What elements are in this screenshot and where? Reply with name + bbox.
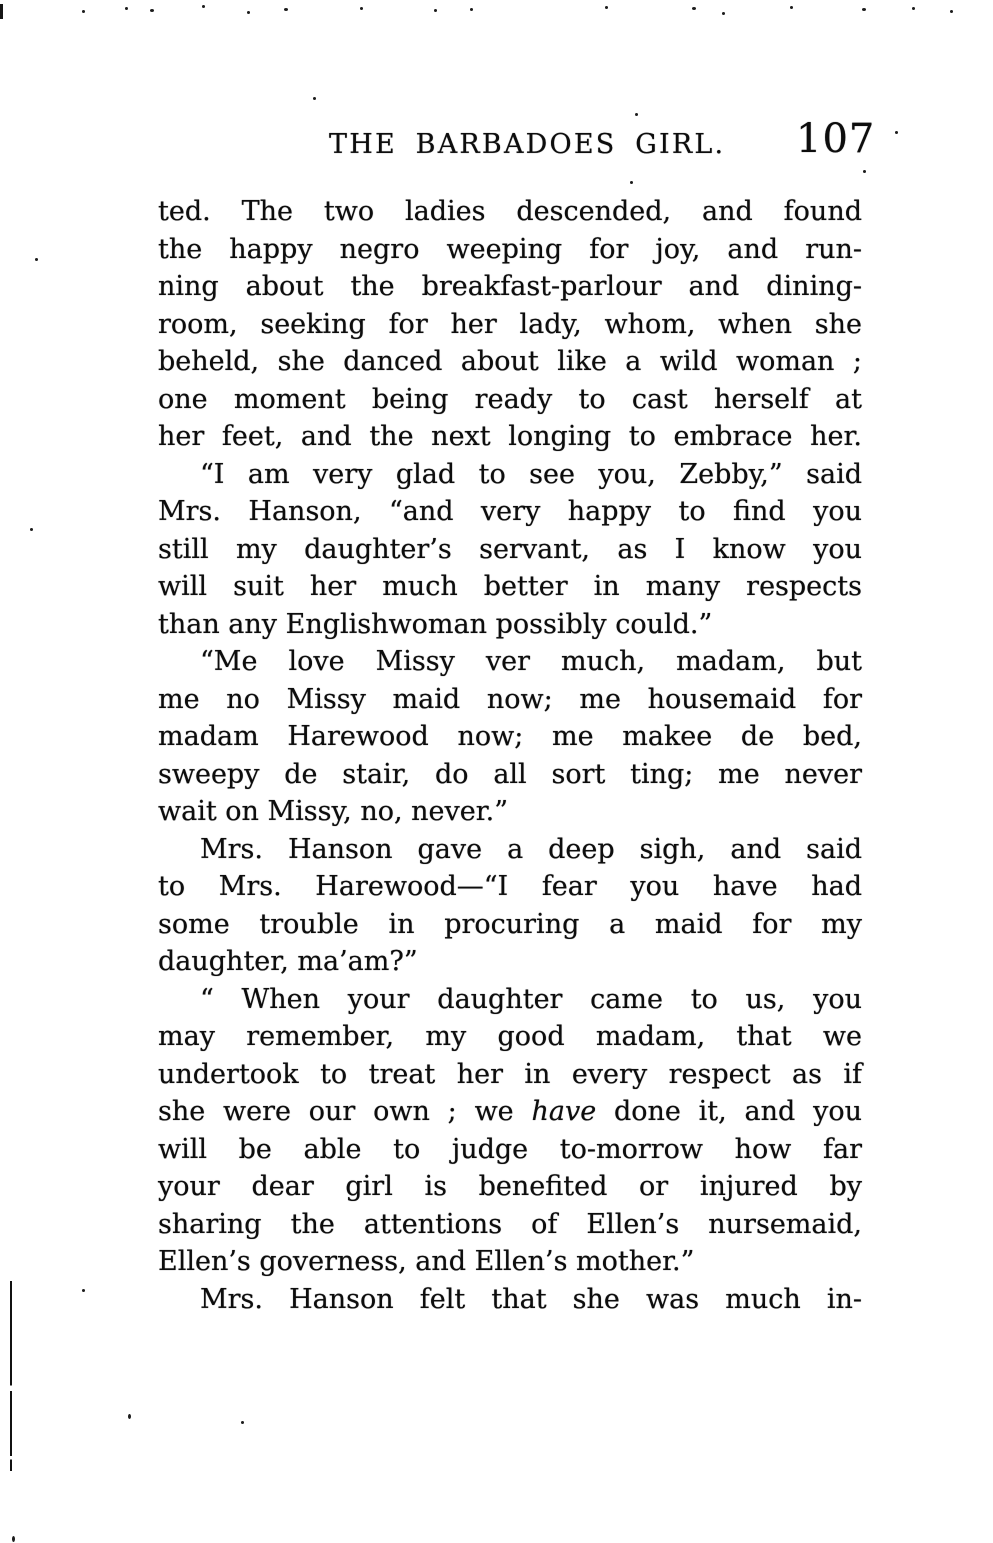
page-number: 107 xyxy=(796,116,876,162)
scan-speck xyxy=(635,113,638,116)
text-line: room, seeking for her lady, whom, when she xyxy=(158,308,862,340)
text-line: ning about the breakfast-parlour and dining- xyxy=(158,271,862,302)
scan-speck xyxy=(790,6,793,9)
text-line: will suit her much better in many respects xyxy=(158,571,862,602)
text-line: undertook to treat her in every respect as if xyxy=(158,1058,862,1090)
scan-edge-mark xyxy=(0,4,3,19)
text-line: the happy negro weeping for joy, and run- xyxy=(158,233,862,265)
scan-speck xyxy=(30,528,33,531)
scan-line-artifact xyxy=(10,1281,12,1471)
scan-speck xyxy=(202,5,205,8)
text-line: sharing the attentions of Ellen’s nursemaid, xyxy=(158,1208,862,1240)
text-line: your dear girl is benefited or injured by xyxy=(158,1171,862,1202)
text-line: beheld, she danced about like a wild woman ; xyxy=(158,346,862,377)
text-line: Ellen’s governess, and Ellen’s mother.” xyxy=(158,1246,695,1277)
scan-speck xyxy=(313,97,316,100)
text-line: daughter, ma’am?” xyxy=(158,946,418,977)
scan-speck xyxy=(241,1421,244,1424)
text-line: to Mrs. Harewood—“I fear you have had xyxy=(158,871,862,902)
scan-speck xyxy=(150,9,154,12)
text-line: may remember, my good madam, that we xyxy=(158,1021,862,1052)
text-line: “I am very glad to see you, Zebby,” said xyxy=(200,458,862,490)
scan-speck xyxy=(863,170,866,173)
scan-speck xyxy=(895,131,898,134)
text-line: madam Harewood now; me makee de bed, xyxy=(158,721,862,752)
scan-speck xyxy=(605,6,608,9)
scan-speck xyxy=(128,1414,131,1419)
text-line xyxy=(158,1093,862,1131)
scan-speck xyxy=(692,7,696,10)
text-segment: done it, and you xyxy=(596,1096,862,1127)
text-line: Mrs. Hanson, “and very happy to find you xyxy=(158,496,862,527)
text-line: me no Missy maid now; me housemaid for xyxy=(158,683,862,715)
text-line: Mrs. Hanson gave a deep sigh, and said xyxy=(200,833,862,865)
text-line: one moment being ready to cast herself at xyxy=(158,383,862,415)
scan-speck xyxy=(360,7,363,10)
scan-speck xyxy=(82,10,85,13)
text-line: sweepy de stair, do all sort ting; me never xyxy=(158,758,862,790)
text-segment: she were our own ; we xyxy=(158,1096,532,1127)
scan-speck xyxy=(247,11,250,14)
text-line: “Me love Missy ver much, madam, but xyxy=(200,646,862,677)
text-line: ted. The two ladies descended, and found xyxy=(158,196,862,227)
scan-speck xyxy=(862,8,866,11)
scan-speck xyxy=(125,7,128,10)
scan-speck xyxy=(284,8,288,11)
scan-speck xyxy=(950,10,953,13)
scan-speck xyxy=(35,258,38,261)
text-line: than any Englishwoman possibly could.” xyxy=(158,608,713,640)
scan-speck xyxy=(630,181,633,184)
text-line: her feet, and the next longing to embrace her. xyxy=(158,421,862,452)
text-line: Mrs. Hanson felt that she was much in- xyxy=(200,1283,862,1315)
scan-speck xyxy=(912,7,915,10)
text-line: “ When your daughter came to us, you xyxy=(200,983,862,1015)
scan-speck xyxy=(12,1536,15,1542)
scan-speck xyxy=(722,12,725,15)
running-header-title: THE BARBADOES GIRL. xyxy=(329,129,726,160)
italic-word: have xyxy=(531,1096,597,1127)
text-line: will be able to judge to-morrow how far xyxy=(158,1133,862,1165)
page-body-text xyxy=(158,193,862,1318)
scan-speck xyxy=(434,9,437,12)
text-line: still my daughter’s servant, as I know you xyxy=(158,533,862,565)
text-line: wait on Missy, no, never.” xyxy=(158,796,509,827)
text-line: some trouble in procuring a maid for my xyxy=(158,908,862,940)
scan-speck xyxy=(470,8,473,11)
scan-speck xyxy=(82,1289,85,1292)
